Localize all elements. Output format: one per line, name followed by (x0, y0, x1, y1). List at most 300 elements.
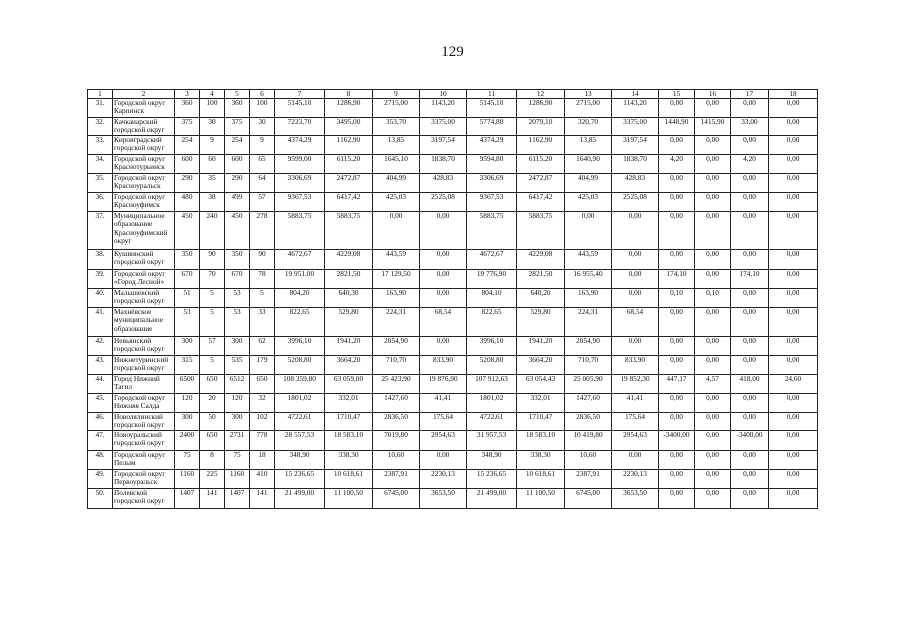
value-cell: 1407 (175, 489, 200, 509)
value-cell: 100 (250, 99, 275, 118)
value-cell: 0,00 (769, 451, 818, 470)
value-cell: 290 (175, 174, 200, 193)
value-cell: 53 (175, 308, 200, 337)
value-cell: 5883,75 (275, 212, 325, 250)
row-number-cell: 50. (88, 489, 113, 509)
value-cell: 18 (250, 451, 275, 470)
value-cell: 254 (225, 136, 250, 155)
column-number-cell: 5 (225, 90, 250, 99)
value-cell: 1941,20 (325, 337, 373, 356)
page-number: 129 (441, 44, 464, 60)
value-cell: 0,00 (769, 118, 818, 136)
column-number-cell: 17 (731, 90, 769, 99)
value-cell: 64 (250, 174, 275, 193)
value-cell: 0,00 (769, 99, 818, 118)
value-cell: 19 951,00 (275, 270, 325, 289)
value-cell: 25 005,90 (565, 375, 612, 394)
table-body (88, 90, 818, 509)
row-number-cell: 45. (88, 394, 113, 413)
value-cell: 428,83 (612, 174, 659, 193)
value-cell: 822,65 (467, 308, 517, 337)
municipality-name-cell: Кировградский городской округ (113, 136, 175, 155)
value-cell: 0,00 (769, 470, 818, 489)
value-cell: 6745,00 (565, 489, 612, 509)
value-cell: 163,90 (565, 289, 612, 308)
value-cell: 278 (250, 212, 275, 250)
value-cell: 0,00 (731, 394, 769, 413)
value-cell: 290 (225, 174, 250, 193)
value-cell: 19 876,90 (420, 375, 467, 394)
value-cell: 600 (225, 155, 250, 174)
municipality-name-cell: Городской округ Красноуфимск (113, 193, 175, 212)
value-cell: 0,00 (659, 451, 695, 470)
column-number-cell: 4 (200, 90, 225, 99)
value-cell: 0,00 (612, 270, 659, 289)
column-number-cell: 1 (88, 90, 113, 99)
value-cell: 0,00 (731, 212, 769, 250)
municipality-name-cell: Городской округ Красноуральск (113, 174, 175, 193)
value-cell: 0,00 (731, 451, 769, 470)
value-cell: 353,70 (373, 118, 420, 136)
value-cell: 0,00 (731, 174, 769, 193)
value-cell: 0,00 (695, 470, 731, 489)
value-cell: 175,64 (612, 413, 659, 431)
value-cell: 6115,20 (325, 155, 373, 174)
value-cell: 2387,91 (565, 470, 612, 489)
value-cell: 5 (200, 308, 225, 337)
value-cell: 0,00 (769, 431, 818, 451)
table-row (88, 356, 818, 375)
row-number-cell: 31. (88, 99, 113, 118)
value-cell: 68,54 (612, 308, 659, 337)
value-cell: 2472,87 (325, 174, 373, 193)
value-cell: 141 (250, 489, 275, 509)
value-cell: 30 (250, 118, 275, 136)
value-cell: 0,00 (659, 174, 695, 193)
value-cell: 4672,67 (275, 250, 325, 270)
row-number-cell: 43. (88, 356, 113, 375)
value-cell: 24,60 (769, 375, 818, 394)
value-cell: 0,00 (769, 489, 818, 509)
value-cell: 0,00 (420, 212, 467, 250)
value-cell: 1645,10 (373, 155, 420, 174)
row-number-cell: 46. (88, 413, 113, 431)
table-row (88, 308, 818, 337)
municipality-name-cell: Качканарский городской округ (113, 118, 175, 136)
value-cell: 100 (200, 99, 225, 118)
municipality-name-cell: Малышевский городской округ (113, 289, 175, 308)
value-cell: 0,00 (731, 337, 769, 356)
value-cell: 425,03 (565, 193, 612, 212)
value-cell: 120 (225, 394, 250, 413)
value-cell: 33 (250, 308, 275, 337)
value-cell: 1160 (225, 470, 250, 489)
value-cell: 332,01 (517, 394, 565, 413)
value-cell: 822,65 (275, 308, 325, 337)
municipality-name-cell: Городской округ Первоуральск (113, 470, 175, 489)
value-cell: 0,00 (659, 470, 695, 489)
value-cell: 4672,67 (467, 250, 517, 270)
value-cell: 53 (225, 308, 250, 337)
value-cell: 350 (225, 250, 250, 270)
value-cell: 0,00 (659, 193, 695, 212)
value-cell: 300 (175, 337, 200, 356)
value-cell: 3197,54 (612, 136, 659, 155)
value-cell: 0,00 (612, 337, 659, 356)
value-cell: 225 (200, 470, 225, 489)
table-row (88, 118, 818, 136)
value-cell: 3653,50 (612, 489, 659, 509)
value-cell: 1286,90 (517, 99, 565, 118)
value-cell: 175,64 (420, 413, 467, 431)
value-cell: 9599,00 (275, 155, 325, 174)
value-cell: 174,10 (659, 270, 695, 289)
value-cell: 6115,20 (517, 155, 565, 174)
value-cell: 1162,90 (325, 136, 373, 155)
value-cell: 0,00 (769, 136, 818, 155)
column-number-cell: 10 (420, 90, 467, 99)
municipality-name-cell: Махнёвское муниципальное образование (113, 308, 175, 337)
value-cell: 670 (225, 270, 250, 289)
value-cell: 5 (200, 289, 225, 308)
value-cell: 1162,90 (517, 136, 565, 155)
row-number-cell: 32. (88, 118, 113, 136)
value-cell: 0,00 (420, 337, 467, 356)
value-cell: 10 618,61 (517, 470, 565, 489)
value-cell: 1427,60 (565, 394, 612, 413)
value-cell: 4374,29 (275, 136, 325, 155)
table-row (88, 174, 818, 193)
value-cell: 11 100,50 (325, 489, 373, 509)
value-cell: 0,00 (420, 289, 467, 308)
column-number-cell: 18 (769, 90, 818, 99)
value-cell: 418,00 (731, 375, 769, 394)
value-cell: 0,00 (659, 250, 695, 270)
value-cell: 0,00 (731, 136, 769, 155)
column-number-cell: 11 (467, 90, 517, 99)
value-cell: 38 (200, 193, 225, 212)
value-cell: 5145,10 (467, 99, 517, 118)
value-cell: 5883,75 (467, 212, 517, 250)
value-cell: 0,00 (659, 337, 695, 356)
value-cell: 0,00 (769, 413, 818, 431)
value-cell: 3495,00 (325, 118, 373, 136)
municipality-name-cell: Городской округ Карпинск (113, 99, 175, 118)
value-cell: 804,10 (467, 289, 517, 308)
value-cell: 5 (250, 289, 275, 308)
value-cell: 0,00 (659, 212, 695, 250)
municipality-name-cell: Кушвинский городской округ (113, 250, 175, 270)
value-cell: 1427,60 (373, 394, 420, 413)
value-cell: 0,00 (769, 289, 818, 308)
value-cell: 90 (250, 250, 275, 270)
value-cell: 4374,29 (467, 136, 517, 155)
value-cell: 0,00 (659, 356, 695, 375)
value-cell: 360 (225, 99, 250, 118)
value-cell: 3653,50 (420, 489, 467, 509)
value-cell: 68,54 (420, 308, 467, 337)
value-cell: 21 499,00 (467, 489, 517, 509)
value-cell: 0,00 (565, 212, 612, 250)
value-cell: 0,00 (731, 489, 769, 509)
value-cell: 0,00 (731, 250, 769, 270)
value-cell: 2054,90 (565, 337, 612, 356)
table-row (88, 431, 818, 451)
value-cell: 57 (200, 337, 225, 356)
value-cell: 0,00 (769, 337, 818, 356)
value-cell: 4229,08 (325, 250, 373, 270)
municipality-name-cell: Городской округ Краснотурьинск (113, 155, 175, 174)
value-cell: 31 957,53 (467, 431, 517, 451)
value-cell: 35 (200, 174, 225, 193)
value-cell: 0,00 (659, 394, 695, 413)
value-cell: 15 236,65 (467, 470, 517, 489)
row-number-cell: 33. (88, 136, 113, 155)
value-cell: 480 (175, 193, 200, 212)
value-cell: 5 (200, 356, 225, 375)
value-cell: 0,00 (695, 270, 731, 289)
table-row (88, 470, 818, 489)
municipality-name-cell: Городской округ Нижняя Салда (113, 394, 175, 413)
value-cell: 90 (200, 250, 225, 270)
value-cell: 338,30 (517, 451, 565, 470)
value-cell: 4722,61 (275, 413, 325, 431)
value-cell: 10 618,61 (325, 470, 373, 489)
value-cell: 5208,80 (467, 356, 517, 375)
value-cell: 21 499,00 (275, 489, 325, 509)
value-cell: 2387,91 (373, 470, 420, 489)
value-cell: 240 (200, 212, 225, 250)
value-cell: 443,59 (565, 250, 612, 270)
column-number-cell: 15 (659, 90, 695, 99)
value-cell: 6745,00 (373, 489, 420, 509)
table-row (88, 250, 818, 270)
value-cell: 0,00 (659, 413, 695, 431)
municipality-name-cell: Муниципальное образование Красноуфимский округ (113, 212, 175, 250)
value-cell: 179 (250, 356, 275, 375)
row-number-cell: 44. (88, 375, 113, 394)
value-cell: 0,00 (695, 136, 731, 155)
value-cell: 640,30 (325, 289, 373, 308)
value-cell: 0,00 (769, 308, 818, 337)
value-cell: 41,41 (612, 394, 659, 413)
value-cell: 63 054,43 (517, 375, 565, 394)
table-row (88, 99, 818, 118)
value-cell: 2079,10 (517, 118, 565, 136)
value-cell: 300 (225, 413, 250, 431)
value-cell: 0,00 (769, 394, 818, 413)
value-cell: 1143,20 (420, 99, 467, 118)
value-cell: 0,00 (769, 155, 818, 174)
value-cell: 404,99 (565, 174, 612, 193)
value-cell: 2731 (225, 431, 250, 451)
value-cell: 2954,63 (420, 431, 467, 451)
value-cell: 443,59 (373, 250, 420, 270)
value-cell: 0,00 (731, 308, 769, 337)
value-cell: 4,57 (695, 375, 731, 394)
value-cell: 6500 (175, 375, 200, 394)
value-cell: 535 (225, 356, 250, 375)
value-cell: 9 (250, 136, 275, 155)
value-cell: 1286,90 (325, 99, 373, 118)
value-cell: 102 (250, 413, 275, 431)
table-row (88, 136, 818, 155)
table-row (88, 270, 818, 289)
value-cell: 447,17 (659, 375, 695, 394)
column-number-cell: 12 (517, 90, 565, 99)
value-cell: 0,00 (769, 212, 818, 250)
value-cell: 0,00 (420, 451, 467, 470)
value-cell: 0,00 (695, 431, 731, 451)
value-cell: 8 (200, 451, 225, 470)
value-cell: 320,70 (565, 118, 612, 136)
value-cell: 2230,13 (420, 470, 467, 489)
value-cell: 65 (250, 155, 275, 174)
value-cell: 15 236,65 (275, 470, 325, 489)
value-cell: 41,41 (420, 394, 467, 413)
value-cell: 32 (250, 394, 275, 413)
table-row (88, 394, 818, 413)
value-cell: -3400,00 (731, 431, 769, 451)
municipality-name-cell: Новолялинский городской округ (113, 413, 175, 431)
value-cell: 63 059,00 (325, 375, 373, 394)
value-cell: 778 (250, 431, 275, 451)
value-cell: 650 (250, 375, 275, 394)
value-cell: 70 (200, 270, 225, 289)
value-cell: 2472,87 (517, 174, 565, 193)
value-cell: 670 (175, 270, 200, 289)
row-number-cell: 47. (88, 431, 113, 451)
value-cell: 163,90 (373, 289, 420, 308)
value-cell: 833,90 (420, 356, 467, 375)
value-cell: 4722,61 (467, 413, 517, 431)
value-cell: 0,00 (695, 155, 731, 174)
column-number-cell: 9 (373, 90, 420, 99)
value-cell: 529,80 (517, 308, 565, 337)
value-cell: 2836,50 (565, 413, 612, 431)
value-cell: 13,85 (373, 136, 420, 155)
value-cell: 0,00 (612, 212, 659, 250)
value-cell: 60 (200, 155, 225, 174)
value-cell: 0,00 (659, 489, 695, 509)
municipality-name-cell: Новоуральский городской округ (113, 431, 175, 451)
value-cell: 1710,47 (325, 413, 373, 431)
table-row (88, 289, 818, 308)
value-cell: 4,20 (731, 155, 769, 174)
value-cell: 120 (175, 394, 200, 413)
value-cell: 1407 (225, 489, 250, 509)
value-cell: 1801,02 (467, 394, 517, 413)
value-cell: 1640,90 (565, 155, 612, 174)
value-cell: 0,00 (695, 337, 731, 356)
row-number-cell: 49. (88, 470, 113, 489)
value-cell: 17 129,50 (373, 270, 420, 289)
value-cell: 2230,13 (612, 470, 659, 489)
value-cell: 1448,90 (659, 118, 695, 136)
value-cell: 50 (200, 413, 225, 431)
value-cell: 0,00 (612, 289, 659, 308)
value-cell: 0,00 (695, 394, 731, 413)
value-cell: 6417,42 (517, 193, 565, 212)
value-cell: 315 (175, 356, 200, 375)
value-cell: 375 (175, 118, 200, 136)
column-number-cell: 16 (695, 90, 731, 99)
value-cell: 25 423,90 (373, 375, 420, 394)
value-cell: 1838,70 (612, 155, 659, 174)
value-cell: 410 (250, 470, 275, 489)
value-cell: 19 852,30 (612, 375, 659, 394)
municipality-name-cell: Городской округ «Город Лесной» (113, 270, 175, 289)
value-cell: 33,00 (731, 118, 769, 136)
value-cell: 0,00 (695, 308, 731, 337)
value-cell: 640,20 (517, 289, 565, 308)
value-cell: 300 (175, 413, 200, 431)
value-cell: 0,10 (695, 289, 731, 308)
value-cell: 3664,20 (517, 356, 565, 375)
value-cell: 0,00 (659, 308, 695, 337)
value-cell: 529,80 (325, 308, 373, 337)
value-cell: 2715,00 (565, 99, 612, 118)
value-cell: 833,90 (612, 356, 659, 375)
value-cell: 1801,02 (275, 394, 325, 413)
value-cell: 0,00 (769, 356, 818, 375)
municipality-name-cell: Городской округ Пелым (113, 451, 175, 470)
table-row (88, 375, 818, 394)
column-number-cell: 14 (612, 90, 659, 99)
row-number-cell: 42. (88, 337, 113, 356)
value-cell: 28 557,53 (275, 431, 325, 451)
value-cell: 3306,69 (275, 174, 325, 193)
value-cell: 2954,63 (612, 431, 659, 451)
value-cell: 1710,47 (517, 413, 565, 431)
value-cell: 1838,70 (420, 155, 467, 174)
row-number-cell: 40. (88, 289, 113, 308)
value-cell: 16 955,40 (565, 270, 612, 289)
value-cell: 0,00 (612, 451, 659, 470)
value-cell: 78 (250, 270, 275, 289)
value-cell: 13,85 (565, 136, 612, 155)
value-cell: 3375,00 (420, 118, 467, 136)
value-cell: 0,00 (420, 250, 467, 270)
value-cell: 1160 (175, 470, 200, 489)
value-cell: 425,03 (373, 193, 420, 212)
column-number-cell: 2 (113, 90, 175, 99)
value-cell: 0,00 (695, 356, 731, 375)
value-cell: 5145,10 (275, 99, 325, 118)
value-cell: 650 (200, 375, 225, 394)
value-cell: 75 (175, 451, 200, 470)
municipality-name-cell: Город Нижний Тагил (113, 375, 175, 394)
value-cell: 2836,50 (373, 413, 420, 431)
value-cell: 0,00 (659, 99, 695, 118)
value-cell: 18 583,10 (517, 431, 565, 451)
value-cell: 62 (250, 337, 275, 356)
value-cell: 10,60 (373, 451, 420, 470)
value-cell: 0,00 (695, 174, 731, 193)
value-cell: 600 (175, 155, 200, 174)
value-cell: 5883,75 (517, 212, 565, 250)
value-cell: 3197,54 (420, 136, 467, 155)
value-cell: 710,70 (373, 356, 420, 375)
value-cell: 428,83 (420, 174, 467, 193)
value-cell: 360 (175, 99, 200, 118)
municipality-name-cell: Полевской городской округ (113, 489, 175, 509)
value-cell: 224,31 (565, 308, 612, 337)
value-cell: 0,00 (731, 193, 769, 212)
value-cell: 710,70 (565, 356, 612, 375)
municipality-name-cell: Нижнетуринский городской округ (113, 356, 175, 375)
value-cell: 5774,80 (467, 118, 517, 136)
